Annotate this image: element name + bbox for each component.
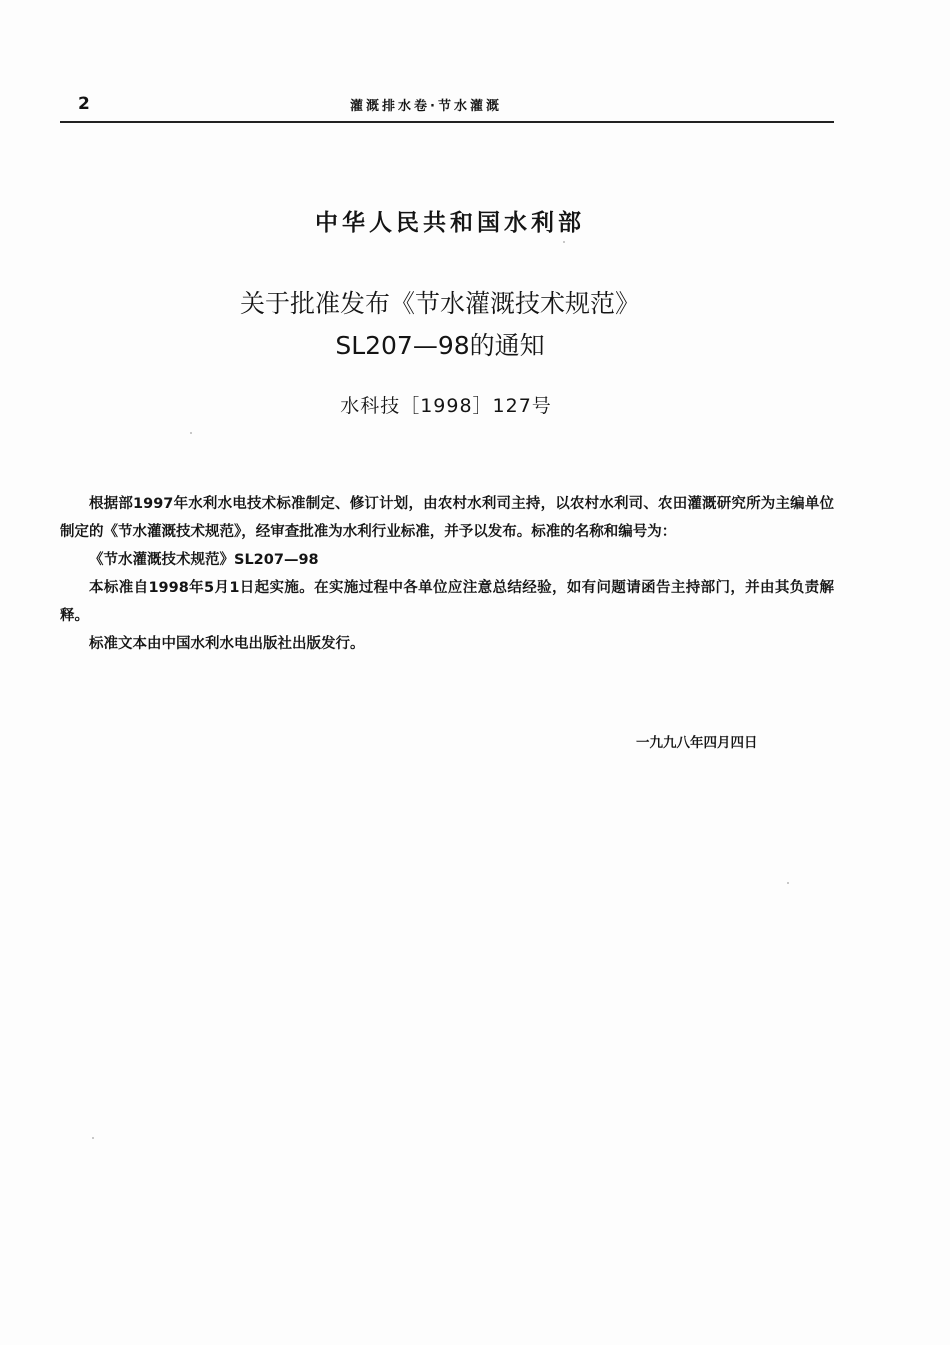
running-header-title: 灌溉排水卷·节水灌溉 bbox=[350, 99, 502, 114]
notice-body bbox=[60, 490, 834, 658]
page-number: 2 bbox=[78, 94, 90, 114]
body-paragraph-4: 标准文本由中国水利水电出版社出版发行。 bbox=[89, 636, 365, 652]
body-paragraph-3: 本标准自1998年5月1日起实施。在实施过程中各单位应注意总结经验，如有问题请函告主持部门，并由其负责解释。 bbox=[60, 580, 834, 624]
document-number: 水科技［1998］127号 bbox=[340, 395, 552, 417]
notice-title-line-1: 关于批准发布《节水灌溉技术规范》 bbox=[239, 289, 640, 318]
scan-speck bbox=[92, 1137, 94, 1139]
scan-speck bbox=[563, 241, 565, 243]
body-paragraph-2: 《节水灌溉技术规范》SL207—98 bbox=[89, 552, 319, 568]
signature-date: 一九九八年四月四日 bbox=[636, 735, 758, 751]
running-header bbox=[60, 92, 834, 120]
notice-title-line-2: SL207—98的通知 bbox=[335, 331, 545, 360]
body-paragraph-1: 根据部1997年水利水电技术标准制定、修订计划，由农村水利司主持，以农村水利司、农田灌溉研究所为主编单位制定的《节水灌溉技术规范》，经审查批准为水利行业标准，并予以发布。标准的名称和编号为： bbox=[60, 496, 834, 540]
scan-speck bbox=[787, 882, 789, 884]
header-rule bbox=[60, 121, 834, 123]
issuer-heading: 中华人民共和国水利部 bbox=[315, 210, 585, 236]
scan-speck bbox=[190, 432, 192, 434]
